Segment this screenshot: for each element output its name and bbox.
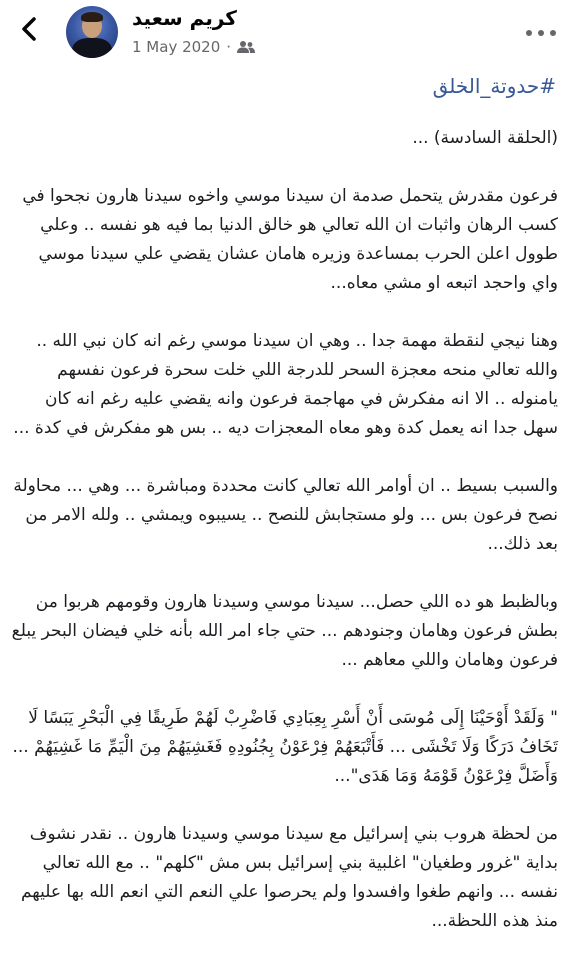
post-header — [0, 0, 570, 66]
paragraph: من لحظة هروب بني إسرائيل مع سيدنا موسي وسيدنا هارون .. نقدر نشوف بداية "غرور وطغيان" اغلبية بني إسرائيل بس مش "كلهم" .. مع الله تعالي نفسه ... وانهم طغوا وافسدوا ولم يحرصوا علي النعم التي انعم الله بها عليهم منذ هذه اللحظة... — [20, 824, 558, 931]
more-dot — [526, 30, 532, 36]
friends-icon — [237, 40, 255, 54]
paragraph: فرعون مقدرش يتحمل صدمة ان سيدنا موسي واخوه سيدنا هارون نجحوا في كسب الرهان واثبات ان الله تعالي هو خالق الدنيا بما فيه هو نفسه .. وعلي طوول اعلن الحرب بمساعدة وزيره هامان عشان يقضي علي سيدنا موسي واي واحجد اتبعه او مشي معاه... — [22, 186, 558, 293]
paragraph: والسبب بسيط .. ان أوامر الله تعالي كانت محددة ومباشرة ... وهي ... محاولة نصح فرعون بس ... ولو مستجابش للنصح .. يسيبوه ويمشي .. ولله الامر من بعد ذلك... — [13, 476, 558, 554]
paragraph-gap — [10, 559, 558, 588]
paragraph-gap — [10, 298, 558, 327]
quran-quote: " وَلَقَدْ أَوْحَيْنَا إِلَى مُوسَى أَنْ أَسْرِ بِعِبَادِي فَاضْرِبْ لَهُمْ طَرِيقًا فِي الْبَحْرِ يَبَسًا لَا تَخَافُ دَرَكًا وَلَا تَخْشَى ... فَأَتْبَعَهُمْ فِرْعَوْنُ بِجُنُودِهِ فَغَشِيَهُمْ مِنَ الْيَمِّ مَا غَشِيَهُمْ ... وَأَضَلَّ فِرْعَوْنُ قَوْمَهُ وَمَا هَدَى"... — [12, 708, 558, 786]
chevron-left-icon — [18, 16, 40, 42]
paragraph-gap — [10, 675, 558, 704]
post-date[interactable]: 1 May 2020 — [132, 38, 221, 56]
paragraph-gap — [10, 153, 558, 182]
paragraph: وبالظبط هو ده اللي حصل... سيدنا موسي وسيدنا هارون وقومهم هربوا من بطش فرعون وهامان وجنودهم ... حتي جاء امر الله بأنه خلي فيضان البحر يبلع فرعون وهامان واللي معاهم ... — [11, 592, 558, 670]
meta-separator: · — [226, 38, 232, 56]
hashtag-link[interactable]: #حدوتة_الخلق — [432, 74, 556, 98]
author-name[interactable]: كريم سعيد — [132, 6, 237, 30]
avatar[interactable] — [66, 6, 118, 58]
post-text — [10, 124, 558, 936]
more-options-button[interactable] — [526, 26, 556, 40]
more-dot — [538, 30, 544, 36]
more-dot — [550, 30, 556, 36]
paragraph-gap — [10, 791, 558, 820]
paragraph-gap — [10, 443, 558, 472]
post-meta — [132, 38, 255, 56]
paragraph: وهنا نيجي لنقطة مهمة جدا .. وهي ان سيدنا موسي رغم انه كان نبي الله .. والله تعالي منحه معجزة السحر للدرجة اللي خلت سحرة فرعون نفسهم يامنوله .. الا انه مفكرش في مهاجمة فرعون وانه يقضي عليه رغم انه كان سهل جدا انه يعمل كدة وهو معاه المعجزات ديه .. بس هو مفكرش في كدة ... — [13, 331, 558, 438]
back-button[interactable] — [14, 14, 44, 44]
paragraph-episode-title: (الحلقة السادسة) ... — [412, 128, 558, 148]
